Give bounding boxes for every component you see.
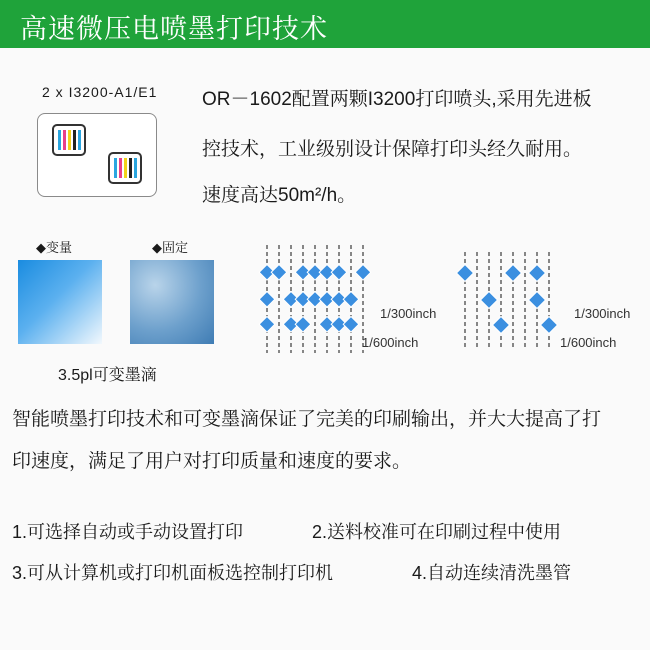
header-bar [0,0,650,48]
droplet-caption: 3.5pl可变墨滴 [58,367,157,384]
resolution-label: 1/300inch [380,306,437,321]
page-title: 高速微压电喷墨打印技术 [20,14,328,44]
resolution-grid-right [455,252,565,352]
printhead-label: 2 x I3200-A1/E1 [42,84,158,100]
printhead-nozzle-icon [108,152,142,184]
body-paragraph-line: 印速度，满足了用户对打印质量和速度的要求。 [12,451,412,472]
resolution-label: 1/600inch [560,335,617,350]
description-line: 控技术，工业级别设计保障打印头经久耐用。 [202,139,583,160]
feature-item: 1.可选择自动或手动设置打印 [12,522,244,542]
feature-item: 2.送料校准可在印刷过程中使用 [312,522,562,542]
feature-item: 4.自动连续清洗墨管 [412,563,572,583]
description-line: OR－1602配置两颗I3200打印喷头,采用先进板 [202,89,592,110]
resolution-label: 1/300inch [574,306,631,321]
description-line: 速度高达50m²/h。 [202,185,357,206]
resolution-label: 1/600inch [362,335,419,350]
fixed-label: ◆固定 [152,240,188,255]
fixed-droplet-swatch [130,260,214,344]
variable-droplet-swatch [18,260,102,344]
printhead-nozzle-icon [52,124,86,156]
feature-item: 3.可从计算机或打印机面板选控制打印机 [12,563,334,583]
resolution-grid-left [255,245,375,355]
variable-label: ◆变量 [36,240,72,255]
body-paragraph-line: 智能喷墨打印技术和可变墨滴保证了完美的印刷输出，并大大提高了打 [12,409,602,430]
printhead-illustration [37,113,157,197]
